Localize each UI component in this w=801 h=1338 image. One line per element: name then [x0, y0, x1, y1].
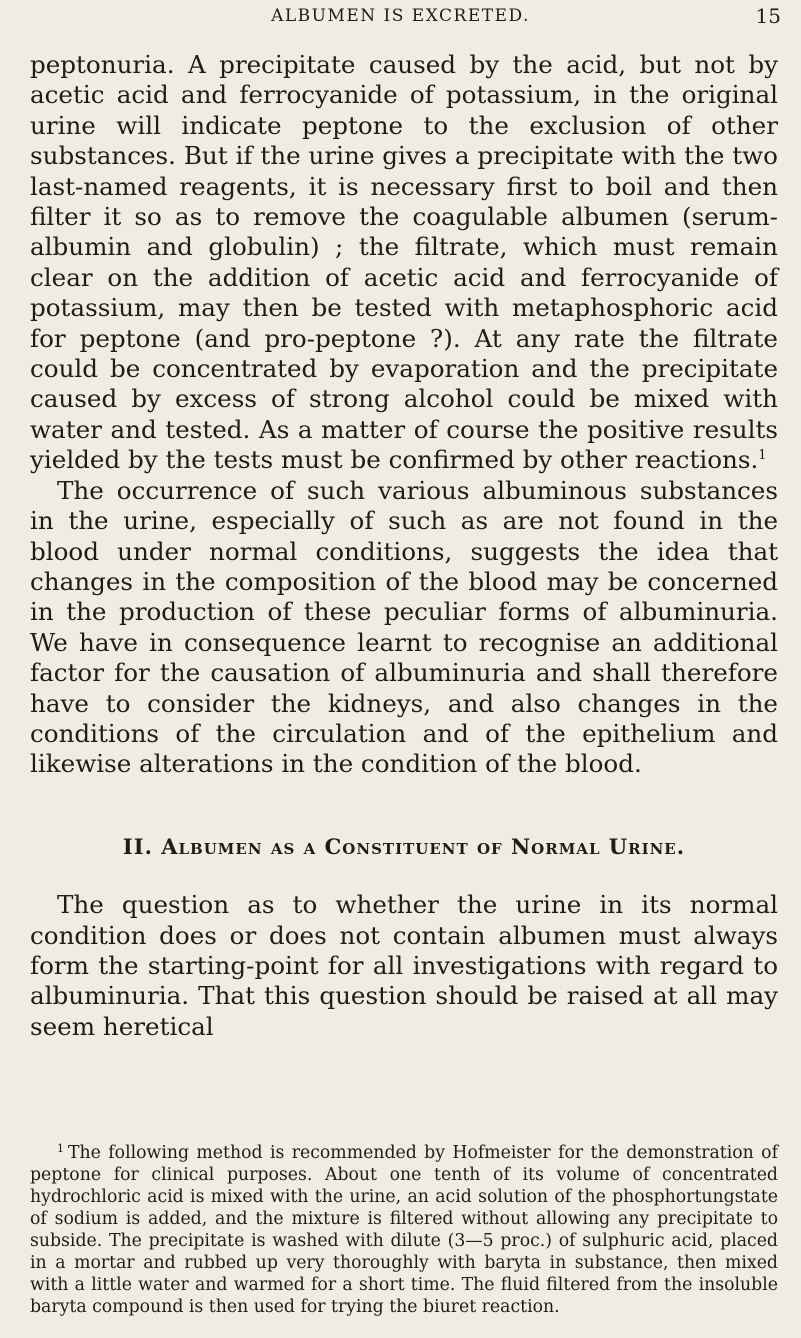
footnote-reference: 1	[758, 448, 767, 464]
paragraph-normal-urine: The question as to whether the urine in its normal condition does or does not contain albumen must always form the starting-point for all investigations with regard to albuminuria. That this question should be raised at all may seem heretical	[30, 890, 778, 1041]
paragraph-albuminous-substances: The occurrence of such various albuminous substances in the urine, especially of such as are not found in the blood under normal conditions, suggests the idea that changes in the composition of the blood may be concerned in the production of these peculiar forms of albuminuria. We have in consequence learnt to recognise an additional factor for the causation of albuminuria and shall therefore have to consider the kidneys, and also changes in the conditions of the circulation and of the epithelium and likewise alterations in the condition of the blood.	[30, 475, 778, 779]
section-heading: II. Albumen as a Constituent of Normal Urine.	[122, 833, 686, 859]
body-text	[30, 50, 778, 1042]
page-number: 15	[755, 4, 781, 28]
footnote-text: The following method is recommended by Hofmeister for the demonstration of peptone for clinical purposes. About one tenth of its volume of concentrated hydrochloric acid is mixed with the urine, an acid solution of the phosphortungstate of sodium is added, and the mixture is filtered without allowing any precipitate to subside. The precipitate is washed with dilute (3—5 proc.) of sulphuric acid, placed in a mortar and rubbed up very thoroughly with baryta in substance, then mixed with a little water and warmed for a short time. The fluid filtered from the insoluble baryta compound is then used for trying the biuret reaction.	[30, 1143, 778, 1317]
running-title: ALBUMEN IS EXCRETED.	[271, 6, 530, 26]
footnote-mark: 1	[57, 1142, 64, 1155]
footnote	[30, 1138, 778, 1318]
running-head	[0, 2, 801, 32]
paragraph-peptonuria	[30, 50, 778, 476]
footnote-paragraph	[30, 1138, 778, 1318]
paragraph-text: peptonuria. A precipitate caused by the acid, but not by acetic acid and ferrocyanide of potassium, in the original urine will indicate peptone to the exclusion of other substances. But if the urine gives a precipitate with the two last-named reagents, it is necessary first to boil and then filter it so as to remove the coagulable albumen (serum-albumin and globulin) ; the filtrate, which must remain clear on the addition of acetic acid and ferrocyanide of potassium, may then be tested with metaphosphoric acid for peptone (and pro-peptone ?). At any rate the filtrate could be concentrated by evaporation and the precipitate caused by excess of strong alcohol could be mixed with water and tested. As a matter of course the positive results yielded by the tests must be confirmed by other reactions.	[30, 50, 778, 475]
